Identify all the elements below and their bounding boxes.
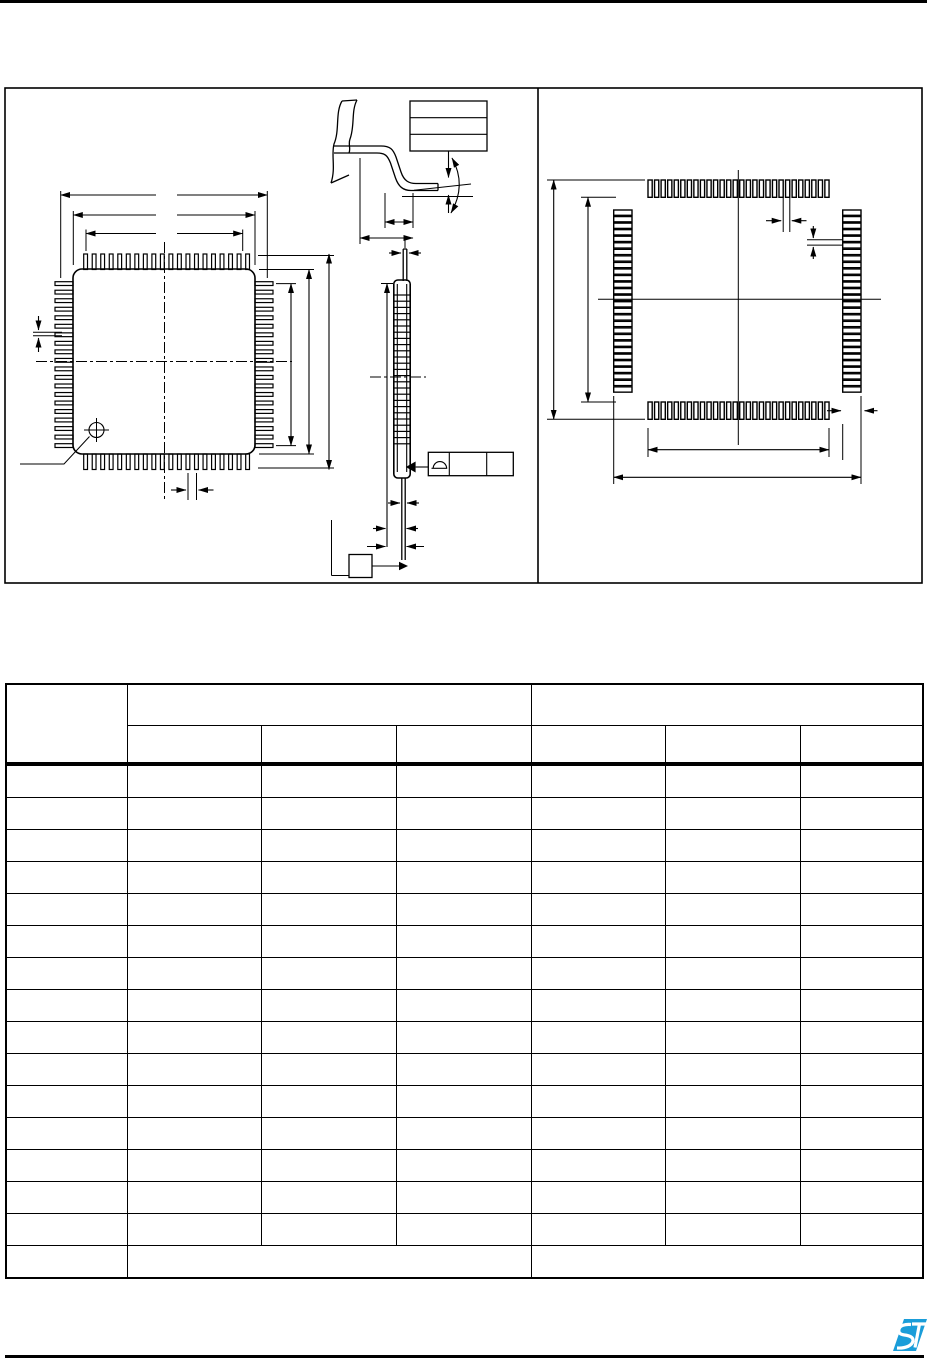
table-row: [6, 830, 923, 862]
table-cell: [396, 1022, 531, 1054]
st-logo: [885, 1315, 927, 1355]
table-cell: [665, 1054, 800, 1086]
table-cell: [396, 1150, 531, 1182]
table-cell: [261, 1150, 396, 1182]
table-cell: [665, 926, 800, 958]
pin-row-right: [255, 282, 273, 448]
table-cell: [261, 990, 396, 1022]
table-cell: [261, 830, 396, 862]
gauge-plane-box: [332, 520, 409, 578]
table-cell: [396, 1118, 531, 1150]
table-cell: [261, 1214, 396, 1246]
table-cell: [800, 862, 923, 894]
table-cell: [665, 764, 800, 798]
table-cell: [531, 990, 665, 1022]
footprint-pads-right: [843, 210, 861, 392]
table-footer-row: [6, 1246, 923, 1279]
table-cell: [665, 798, 800, 830]
table-cell: [531, 1214, 665, 1246]
mechanical-data-table: [5, 683, 924, 1279]
table-cell: [127, 1022, 261, 1054]
lead-width-dimension: [33, 316, 62, 352]
table-row: [6, 1150, 923, 1182]
table-cell: [127, 894, 261, 926]
table-cell: [6, 764, 127, 798]
table-row: [6, 990, 923, 1022]
table-cell: [665, 1022, 800, 1054]
table-cell: [800, 1182, 923, 1214]
table-row: [6, 1118, 923, 1150]
table-cell: [6, 1182, 127, 1214]
table-cell: [261, 926, 396, 958]
table-cell: [396, 1086, 531, 1118]
table-cell: [665, 1150, 800, 1182]
table-cell: [6, 1054, 127, 1086]
table-cell: [531, 1150, 665, 1182]
package-top-view: [20, 191, 334, 500]
table-cell: [665, 1086, 800, 1118]
table-cell: [127, 830, 261, 862]
table-cell: [800, 1086, 923, 1118]
table-cell: [396, 958, 531, 990]
table-cell: [127, 798, 261, 830]
table-cell: [6, 990, 127, 1022]
table-cell: [665, 862, 800, 894]
unit-group-header: [531, 684, 923, 726]
table-cell: [396, 894, 531, 926]
table-cell: [800, 1054, 923, 1086]
sub-header: [665, 726, 800, 765]
table-cell: [127, 1054, 261, 1086]
table-cell: [127, 926, 261, 958]
table-row: [6, 764, 923, 798]
figure-frame: [5, 88, 922, 583]
table-row: [6, 894, 923, 926]
pad-width-dimension: [807, 226, 843, 259]
table-cell: [6, 1214, 127, 1246]
table-cell: [127, 958, 261, 990]
sub-header: [261, 726, 396, 765]
table-cell: [127, 1118, 261, 1150]
table-cell: [6, 926, 127, 958]
lead-detail-view: [331, 100, 487, 244]
dim-column-header: [6, 684, 127, 764]
table-cell: [665, 1182, 800, 1214]
table-row: [6, 1182, 923, 1214]
table-cell: [6, 798, 127, 830]
sub-header: [396, 726, 531, 765]
table-cell: [531, 1086, 665, 1118]
table-cell: [261, 1054, 396, 1086]
table-cell: [665, 1118, 800, 1150]
table-cell: [531, 894, 665, 926]
table-cell: [127, 1182, 261, 1214]
table-cell: [6, 1246, 127, 1279]
sub-header: [531, 726, 665, 765]
table-cell: [531, 1054, 665, 1086]
table-cell: [531, 830, 665, 862]
table-row: [6, 1022, 923, 1054]
table-cell: [261, 798, 396, 830]
table-cell: [800, 764, 923, 798]
table-cell: [800, 990, 923, 1022]
table-row: [6, 862, 923, 894]
table-cell: [531, 926, 665, 958]
sub-header: [127, 726, 261, 765]
datum-reference-box: [406, 452, 514, 475]
table-cell: [396, 764, 531, 798]
table-cell: [127, 764, 261, 798]
table-cell: [800, 1150, 923, 1182]
footprint-pads-left: [614, 210, 632, 392]
table-cell: [531, 1246, 923, 1279]
table-cell: [261, 862, 396, 894]
footprint-view: [547, 170, 881, 484]
table-cell: [396, 798, 531, 830]
table-cell: [127, 1214, 261, 1246]
table-cell: [800, 894, 923, 926]
table-row: [6, 1214, 923, 1246]
table-cell: [6, 862, 127, 894]
table-cell: [665, 830, 800, 862]
table-cell: [6, 894, 127, 926]
pin-row-top: [84, 254, 250, 270]
table-row: [6, 1054, 923, 1086]
table-cell: [261, 894, 396, 926]
package-mechanical-figure: [0, 0, 927, 600]
table-cell: [800, 1118, 923, 1150]
table-cell: [396, 1182, 531, 1214]
table-cell: [261, 764, 396, 798]
table-cell: [127, 1086, 261, 1118]
pin-row-bottom: [84, 454, 250, 470]
package-side-view: [332, 240, 514, 578]
table-cell: [800, 958, 923, 990]
table-cell: [6, 1086, 127, 1118]
lead-callout-box: [410, 101, 487, 151]
table-cell: [6, 958, 127, 990]
table-cell: [127, 862, 261, 894]
table-cell: [261, 1086, 396, 1118]
table-cell: [127, 1150, 261, 1182]
pad-length-dimension: [827, 411, 878, 460]
table-cell: [531, 1182, 665, 1214]
table-cell: [531, 862, 665, 894]
table-cell: [396, 830, 531, 862]
table-row: [6, 1086, 923, 1118]
table-cell: [531, 958, 665, 990]
table-cell: [800, 1214, 923, 1246]
table-cell: [531, 1022, 665, 1054]
table-cell: [800, 830, 923, 862]
pin-pitch-dimension: [171, 473, 214, 500]
unit-group-header: [127, 684, 531, 726]
table-cell: [396, 1214, 531, 1246]
sub-header: [800, 726, 923, 765]
table-row: [6, 926, 923, 958]
table-cell: [665, 1214, 800, 1246]
table-cell: [261, 1022, 396, 1054]
pad-pitch-dimension: [766, 198, 807, 232]
table-cell: [531, 798, 665, 830]
table-cell: [531, 1118, 665, 1150]
table-cell: [6, 1022, 127, 1054]
table-row: [6, 958, 923, 990]
table-cell: [800, 798, 923, 830]
table-cell: [6, 1150, 127, 1182]
table-cell: [396, 990, 531, 1022]
table-cell: [665, 958, 800, 990]
table-cell: [127, 990, 261, 1022]
pin-row-left: [55, 282, 73, 448]
table-cell: [127, 1246, 531, 1279]
table-cell: [396, 926, 531, 958]
table-cell: [665, 990, 800, 1022]
table-cell: [261, 958, 396, 990]
table-cell: [531, 764, 665, 798]
footer-rule: [5, 1355, 924, 1358]
table-cell: [665, 894, 800, 926]
table-cell: [261, 1118, 396, 1150]
table-cell: [261, 1182, 396, 1214]
standoff-dimensions: [367, 503, 424, 547]
table-cell: [6, 830, 127, 862]
table-cell: [396, 862, 531, 894]
table-row: [6, 798, 923, 830]
table-cell: [6, 1118, 127, 1150]
table-cell: [800, 926, 923, 958]
seating-plane-symbol: [432, 462, 448, 469]
table-cell: [800, 1022, 923, 1054]
table-cell: [396, 1054, 531, 1086]
